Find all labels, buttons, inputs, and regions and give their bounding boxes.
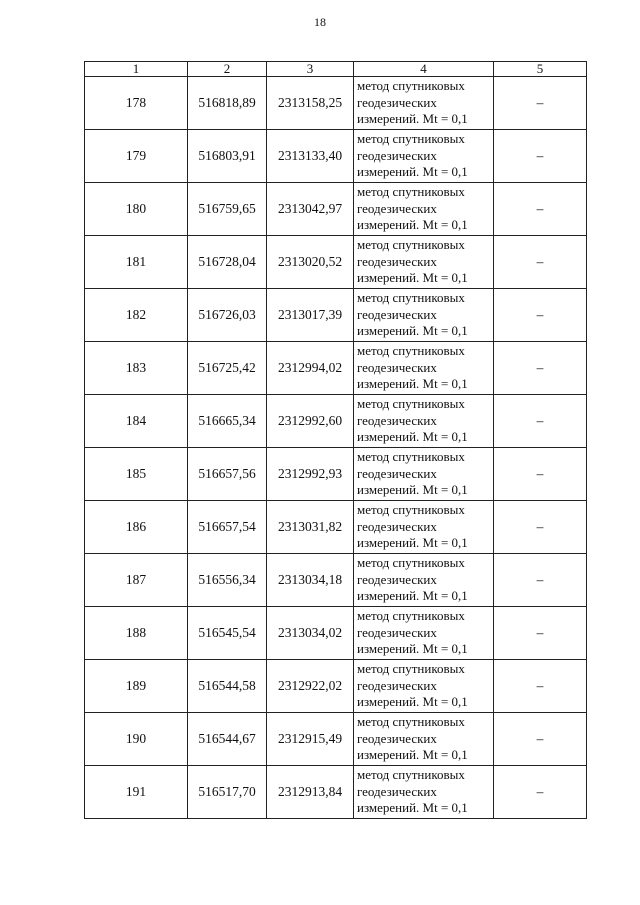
table-row (85, 448, 587, 501)
point-number-cell: 185 (85, 448, 188, 501)
header-row (85, 62, 587, 77)
point-number-cell: 184 (85, 395, 188, 448)
method-cell (354, 130, 494, 183)
x-coordinate-cell: 516725,42 (188, 342, 267, 395)
table-row (85, 77, 587, 130)
point-number-cell: 178 (85, 77, 188, 130)
method-line: измерений. Mt = 0,1 (357, 323, 468, 339)
point-number-cell: 182 (85, 289, 188, 342)
method-cell (354, 607, 494, 660)
table-header (85, 62, 587, 77)
note-cell: – (494, 395, 587, 448)
method-line: метод спутниковых (357, 290, 465, 306)
note-cell: – (494, 342, 587, 395)
table-row (85, 607, 587, 660)
note-cell: – (494, 77, 587, 130)
note-cell: – (494, 501, 587, 554)
method-line: метод спутниковых (357, 343, 465, 359)
x-coordinate-cell: 516726,03 (188, 289, 267, 342)
x-coordinate-cell: 516803,91 (188, 130, 267, 183)
method-line: метод спутниковых (357, 237, 465, 253)
point-number-cell: 190 (85, 713, 188, 766)
method-line: метод спутниковых (357, 555, 465, 571)
x-coordinate-cell: 516657,56 (188, 448, 267, 501)
x-coordinate-cell: 516818,89 (188, 77, 267, 130)
y-coordinate-cell: 2313034,18 (267, 554, 354, 607)
x-coordinate-cell: 516728,04 (188, 236, 267, 289)
header-col-2: 2 (188, 62, 267, 77)
method-line: измерений. Mt = 0,1 (357, 376, 468, 392)
method-line: метод спутниковых (357, 131, 465, 147)
point-number-cell: 183 (85, 342, 188, 395)
note-cell: – (494, 236, 587, 289)
table-row (85, 713, 587, 766)
note-cell: – (494, 660, 587, 713)
method-line: геодезических (357, 783, 437, 799)
method-cell (354, 660, 494, 713)
table-row (85, 342, 587, 395)
header-col-1: 1 (85, 62, 188, 77)
note-cell: – (494, 766, 587, 819)
method-cell (354, 448, 494, 501)
method-line: измерений. Mt = 0,1 (357, 588, 468, 604)
y-coordinate-cell: 2312992,93 (267, 448, 354, 501)
y-coordinate-cell: 2313017,39 (267, 289, 354, 342)
method-line: геодезических (357, 306, 437, 322)
note-cell: – (494, 289, 587, 342)
x-coordinate-cell: 516657,54 (188, 501, 267, 554)
method-line: метод спутниковых (357, 449, 465, 465)
method-line: геодезических (357, 677, 437, 693)
note-cell: – (494, 713, 587, 766)
point-number-cell: 180 (85, 183, 188, 236)
table-row (85, 289, 587, 342)
method-line: геодезических (357, 94, 437, 110)
y-coordinate-cell: 2312915,49 (267, 713, 354, 766)
x-coordinate-cell: 516545,54 (188, 607, 267, 660)
point-number-cell: 189 (85, 660, 188, 713)
method-cell (354, 395, 494, 448)
method-line: геодезических (357, 571, 437, 587)
page-number: 18 (314, 15, 326, 29)
table-row (85, 395, 587, 448)
header-col-4: 4 (354, 62, 494, 77)
note-cell: – (494, 448, 587, 501)
method-cell (354, 236, 494, 289)
method-line: геодезических (357, 624, 437, 640)
table-row (85, 183, 587, 236)
method-line: измерений. Mt = 0,1 (357, 429, 468, 445)
header-col-3: 3 (267, 62, 354, 77)
method-line: метод спутниковых (357, 608, 465, 624)
table-row (85, 501, 587, 554)
y-coordinate-cell: 2312994,02 (267, 342, 354, 395)
x-coordinate-cell: 516665,34 (188, 395, 267, 448)
x-coordinate-cell: 516759,65 (188, 183, 267, 236)
method-line: измерений. Mt = 0,1 (357, 747, 468, 763)
method-line: метод спутниковых (357, 714, 465, 730)
method-line: геодезических (357, 200, 437, 216)
x-coordinate-cell: 516544,58 (188, 660, 267, 713)
table-row (85, 130, 587, 183)
method-cell (354, 77, 494, 130)
y-coordinate-cell: 2312922,02 (267, 660, 354, 713)
y-coordinate-cell: 2313034,02 (267, 607, 354, 660)
x-coordinate-cell: 516556,34 (188, 554, 267, 607)
point-number-cell: 186 (85, 501, 188, 554)
method-line: метод спутниковых (357, 78, 465, 94)
method-line: измерений. Mt = 0,1 (357, 270, 468, 286)
y-coordinate-cell: 2313042,97 (267, 183, 354, 236)
method-line: метод спутниковых (357, 184, 465, 200)
method-cell (354, 501, 494, 554)
method-line: геодезических (357, 147, 437, 163)
table-row (85, 660, 587, 713)
header-col-5: 5 (494, 62, 587, 77)
method-line: геодезических (357, 518, 437, 534)
method-line: измерений. Mt = 0,1 (357, 535, 468, 551)
y-coordinate-cell: 2313031,82 (267, 501, 354, 554)
method-line: геодезических (357, 253, 437, 269)
method-cell (354, 183, 494, 236)
note-cell: – (494, 130, 587, 183)
x-coordinate-cell: 516517,70 (188, 766, 267, 819)
note-cell: – (494, 554, 587, 607)
method-line: измерений. Mt = 0,1 (357, 164, 468, 180)
method-line: измерений. Mt = 0,1 (357, 482, 468, 498)
y-coordinate-cell: 2313020,52 (267, 236, 354, 289)
table-body (85, 77, 587, 819)
method-line: метод спутниковых (357, 767, 465, 783)
method-cell (354, 554, 494, 607)
method-line: измерений. Mt = 0,1 (357, 217, 468, 233)
method-cell (354, 713, 494, 766)
point-number-cell: 188 (85, 607, 188, 660)
method-cell (354, 342, 494, 395)
y-coordinate-cell: 2312992,60 (267, 395, 354, 448)
method-line: геодезических (357, 412, 437, 428)
method-line: геодезических (357, 359, 437, 375)
table-row (85, 554, 587, 607)
method-line: измерений. Mt = 0,1 (357, 694, 468, 710)
y-coordinate-cell: 2313133,40 (267, 130, 354, 183)
method-cell (354, 289, 494, 342)
note-cell: – (494, 183, 587, 236)
note-cell: – (494, 607, 587, 660)
method-cell (354, 766, 494, 819)
method-line: метод спутниковых (357, 396, 465, 412)
point-number-cell: 179 (85, 130, 188, 183)
method-line: геодезических (357, 730, 437, 746)
y-coordinate-cell: 2313158,25 (267, 77, 354, 130)
method-line: геодезических (357, 465, 437, 481)
point-number-cell: 191 (85, 766, 188, 819)
method-line: измерений. Mt = 0,1 (357, 111, 468, 127)
method-line: измерений. Mt = 0,1 (357, 800, 468, 816)
method-line: метод спутниковых (357, 502, 465, 518)
method-line: измерений. Mt = 0,1 (357, 641, 468, 657)
table-row (85, 766, 587, 819)
point-number-cell: 187 (85, 554, 188, 607)
method-line: метод спутниковых (357, 661, 465, 677)
y-coordinate-cell: 2312913,84 (267, 766, 354, 819)
x-coordinate-cell: 516544,67 (188, 713, 267, 766)
table-row (85, 236, 587, 289)
coordinates-table (84, 61, 587, 819)
point-number-cell: 181 (85, 236, 188, 289)
